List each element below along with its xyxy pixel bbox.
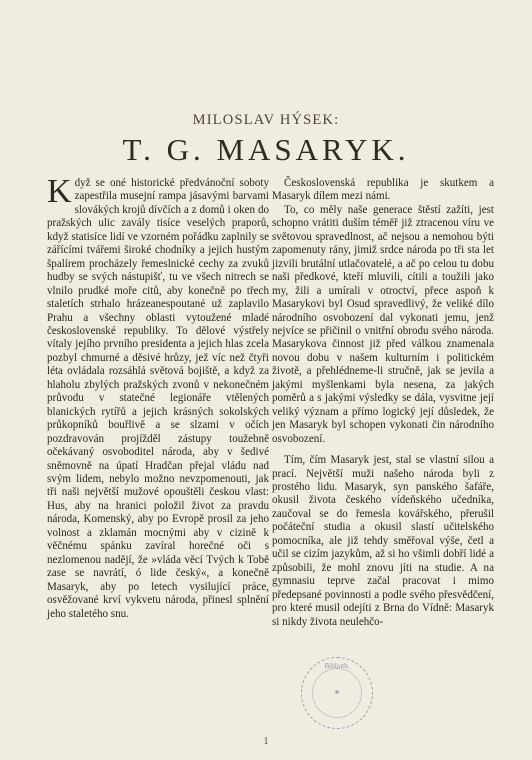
left-paragraph-1-text: dyž se oné historické předvánoční sobotу zapestřila musejní rampa jásavými barvami slovákých krojů dívčích a z domů i oken do pražských ulic zavály tisíce veselých praporů, když statisíce lidí ve vzorném pořádku zaplnily se zářícími tvářemi široké chodníky a jejich hustým špalírem procházely řemeslnické cechy za zvuků hudby se svých nástupišť, tu ve všech nitrech se vlnilo prudké moře citů, aby konečně po třech staletích strhalo hrázeanespoutané už zaplavilo Prahu a všechny oblasti vytoužené mladé československé republiky. To dělové výstřely vítaly jejího prvního presidenta a jejich hlas zcela pozbyl chmurné a děsivé hrůzy, jež víc než čtyři léta ovládala rozsáhlá světová bojiště, a když za hlaholu zbylých pražských zvonů v nekonečném průvodu v statečné legionáře vtělených blanických rytířů a jejich krásných sokolských průkopníků bouřlivě a se slzami v očích pozdravován projížděl zástupy toužebně očekávaný osvoboditel národa, aby v šedivé sněmovně na úpatí Hradčan přejal vládu nad svým lidem, nebylo možno nevzpomenouti, jak tři naši největší mužové opouštěli českou vlast: Hus, aby na hranici položil život za pravdu národa, Komenský, aby po Evropě prosil za jeho volnost a zklamán mocnými aby v cizině k věčnému spánku zavíral horečné oči s nezlomenou nadějí, že »vláda věcí Tvých k Tobě zase se navrátí, ó lide český«, a konečně Masaryk, aby po letech vysilující práce, osvěžované krví vykvetu národa, přinesl splnění jeho staletého snu. — [47, 177, 269, 620]
library-stamp — [301, 657, 373, 729]
stamp-star-icon: ✶ — [333, 688, 341, 697]
right-text-column — [272, 177, 494, 629]
author-name: MILOSLAV HÝSEK: — [192, 112, 340, 128]
article-title: T. G. MASARYK. — [122, 132, 410, 167]
page-number: 1 — [263, 736, 269, 747]
left-paragraph-1 — [47, 173, 269, 621]
drop-cap: K — [47, 173, 72, 210]
right-paragraph-2: To, co měly naše generace štěstí zažíti, jest schopno vrátiti duším téměř již ztracenou víru ve světovou spravedlnost, ač nejsou a nemohou býti zapomenuty rány, jimiž srdce národa po tři sta let jizvili brutální utlačovatelé, a ač po celou tu dobu naši předkové, kteří mluvili, cítili a toužili jako my, žili a umírali v otroctví, přece aspoň k Masarykovi byl Osud spravedlivý, že veliké dílo národního osvobození dal vykonati jemu, jenž nejvíce se přičinil o vnitřní obrodu svého národa. Masarykova činnost již před válkou znamenala novou dobu v našem kulturním i politickém životě, a přehlédneme-li stručně, jak se jevila a jakými myšlenkami byla nesena, za jakých poměrů a s jakými výsledky se dála, vysvitne její veliký význam a přímo logický její důsledek, že jen Masaryk byl schopen vykonati čin národního osvobození. — [272, 203, 494, 445]
right-paragraph-1: Československá republika je skutkem a Masaryk dílem mezi námi. — [272, 177, 494, 203]
left-text-column — [47, 173, 269, 621]
stamp-text-top: Biblioth. — [324, 662, 350, 670]
right-paragraph-3: Tím, čím Masaryk jest, stal se vlastní silou a prací. Největší muži našeho národa byli z prostého lidu. Masaryk, syn panského šafáře, okusil života českého vídeňského učedníka, zaučoval se do řemesla kovářského, přerušil počáteční studia a okusil slastí učitelského pomocníka, ale již tehdy směřoval výše, četl a učil se cizím jazykům, až si ho všimli dobří lidé a způsobili, že mohl znovu jíti na studie. A na gymnasiu teprve začal pracovat i mimo předepsané povinnosti a podle svého přesvědčení, pro které musil odejíti z Brna do Vídně: Masaryk si nikdy života neulehčo- — [272, 454, 494, 628]
